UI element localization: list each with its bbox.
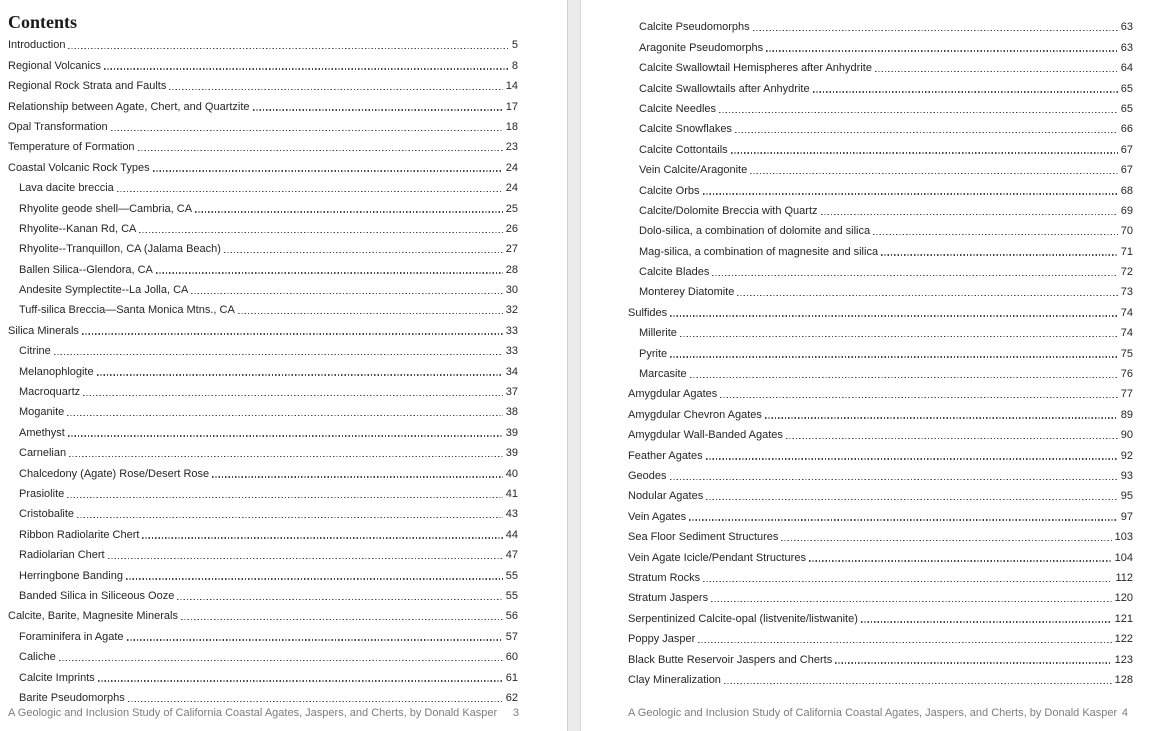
toc-entry-title: Aragonite Pseudomorphs — [639, 41, 764, 54]
toc-entry-page-number: 14 — [505, 80, 518, 93]
toc-entry-title: Marcasite — [639, 368, 687, 381]
toc-leader-dots — [59, 660, 503, 661]
toc-leader-dots — [875, 71, 1118, 72]
toc-entry-title: Andesite Symplectite--La Jolla, CA — [19, 284, 189, 297]
toc-entry-title: Vein Agates — [628, 510, 687, 523]
toc-entry-title: Banded Silica in Siliceous Ooze — [19, 589, 175, 602]
toc-leader-dots — [786, 438, 1118, 439]
toc-leader-dots — [765, 417, 1118, 418]
toc-entry-page-number: 64 — [1120, 62, 1133, 75]
toc-entry-title: Melanophlogite — [19, 365, 94, 378]
toc-entry-title: Amethyst — [19, 426, 65, 439]
toc-entry[interactable] — [8, 216, 518, 236]
toc-entry-title: Calcite Swallowtails after Anhydrite — [639, 82, 810, 95]
toc-entry-page-number: 27 — [505, 243, 518, 256]
toc-entry[interactable] — [8, 501, 518, 521]
toc-entry-page-number: 69 — [1120, 204, 1133, 217]
toc-entry-page-number: 5 — [511, 39, 518, 52]
toc-leader-dots — [68, 48, 508, 49]
toc-entry-title: Tuff-silica Breccia—Santa Monica Mtns., CA — [19, 304, 235, 317]
toc-entry-title: Prasiolite — [19, 487, 65, 500]
toc-entry-title: Introduction — [8, 39, 66, 52]
toc-entry[interactable] — [8, 460, 518, 480]
toc-entry[interactable] — [8, 73, 518, 93]
toc-entry-page-number: 103 — [1114, 531, 1133, 544]
toc-entry-title: Monterey Diatomite — [639, 286, 735, 299]
toc-entry[interactable] — [628, 646, 1133, 666]
toc-entry[interactable] — [8, 93, 518, 113]
toc-entry-title: Amygdular Agates — [628, 388, 718, 401]
toc-leader-dots — [108, 558, 503, 559]
toc-entry[interactable] — [628, 463, 1133, 483]
toc-entry-page-number: 39 — [505, 426, 518, 439]
toc-leader-dots — [67, 415, 502, 416]
toc-entry-page-number: 89 — [1120, 408, 1133, 421]
toc-leader-dots — [766, 50, 1118, 51]
toc-entry[interactable] — [628, 198, 1133, 218]
toc-entry[interactable] — [8, 317, 518, 337]
toc-entry-page-number: 120 — [1114, 592, 1133, 605]
toc-leader-dots — [153, 170, 503, 171]
toc-entry[interactable] — [8, 664, 518, 684]
toc-entry-title: Calcite Imprints — [19, 671, 95, 684]
toc-entry-page-number: 55 — [505, 589, 518, 602]
toc-entry-title: Calcite Swallowtail Hemispheres after Anhydrite — [639, 62, 872, 75]
toc-leader-dots — [881, 254, 1118, 255]
toc-entry-page-number: 66 — [1120, 123, 1133, 136]
toc-entry-page-number: 128 — [1114, 673, 1133, 686]
toc-entry-title: Ribbon Radiolarite Chert — [19, 528, 140, 541]
toc-leader-dots — [111, 130, 503, 131]
toc-leader-dots — [861, 621, 1112, 622]
toc-entry-title: Barite Pseudomorphs — [19, 691, 125, 704]
toc-entry-title: Black Butte Reservoir Jaspers and Cherts — [628, 653, 833, 666]
toc-leader-dots — [809, 560, 1112, 561]
toc-entry-page-number: 32 — [505, 304, 518, 317]
toc-entry[interactable] — [8, 603, 518, 623]
toc-leader-dots — [224, 252, 503, 253]
toc-entry[interactable] — [628, 259, 1133, 279]
toc-entry-title: Relationship between Agate, Chert, and Quartzite — [8, 100, 250, 113]
toc-list-right — [628, 14, 1133, 687]
toc-entry-title: Ballen Silica--Glendora, CA — [19, 263, 153, 276]
toc-leader-dots — [169, 89, 502, 90]
toc-leader-dots — [813, 91, 1118, 92]
toc-entry-page-number: 61 — [505, 671, 518, 684]
toc-entry[interactable] — [8, 440, 518, 460]
toc-leader-dots — [138, 150, 503, 151]
toc-leader-dots — [703, 193, 1118, 194]
toc-entry-title: Calcite Blades — [639, 266, 710, 279]
toc-leader-dots — [670, 479, 1118, 480]
toc-entry[interactable] — [628, 299, 1133, 319]
toc-entry-page-number: 40 — [505, 467, 518, 480]
toc-leader-dots — [181, 619, 503, 620]
toc-leader-dots — [680, 336, 1118, 337]
toc-entry[interactable] — [628, 381, 1133, 401]
toc-entry-page-number: 39 — [505, 447, 518, 460]
toc-entry-page-number: 67 — [1120, 164, 1133, 177]
toc-entry[interactable] — [8, 154, 518, 174]
toc-entry-title: Millerite — [639, 327, 677, 340]
toc-leader-dots — [835, 662, 1111, 663]
toc-entry[interactable] — [628, 483, 1133, 503]
toc-entry[interactable] — [628, 544, 1133, 564]
toc-leader-dots — [698, 642, 1111, 643]
toc-entry-title: Nodular Agates — [628, 490, 704, 503]
toc-entry[interactable] — [8, 256, 518, 276]
toc-entry-page-number: 65 — [1120, 82, 1133, 95]
toc-entry[interactable] — [8, 297, 518, 317]
toc-entry-page-number: 95 — [1120, 490, 1133, 503]
toc-entry-page-number: 121 — [1114, 612, 1133, 625]
toc-entry-page-number: 30 — [505, 284, 518, 297]
toc-entry[interactable] — [628, 401, 1133, 421]
toc-entry[interactable] — [628, 565, 1133, 585]
toc-leader-dots — [753, 30, 1118, 31]
footer-title: A Geologic and Inclusion Study of California Coastal Agates, Jaspers, and Cherts, by Donald Kasper — [628, 707, 1118, 719]
toc-entry[interactable] — [8, 521, 518, 541]
toc-entry[interactable] — [628, 340, 1133, 360]
toc-entry-title: Regional Volcanics — [8, 59, 101, 72]
toc-entry-page-number: 77 — [1120, 388, 1133, 401]
toc-entry-title: Citrine — [19, 345, 51, 358]
toc-entry-title: Coastal Volcanic Rock Types — [8, 161, 150, 174]
toc-entry-page-number: 97 — [1120, 510, 1133, 523]
toc-leader-dots — [703, 581, 1112, 582]
toc-entry-title: Opal Transformation — [8, 120, 108, 133]
toc-leader-dots — [711, 601, 1112, 602]
toc-leader-dots — [98, 680, 503, 681]
toc-entry[interactable] — [628, 55, 1133, 75]
toc-leader-dots — [104, 68, 509, 69]
toc-entry[interactable] — [628, 75, 1133, 95]
toc-leader-dots — [191, 293, 502, 294]
toc-entry-page-number: 123 — [1114, 653, 1133, 666]
toc-entry-title: Calcite Pseudomorphs — [639, 21, 750, 34]
toc-entry-page-number: 72 — [1120, 266, 1133, 279]
toc-entry-page-number: 8 — [511, 59, 518, 72]
toc-entry[interactable] — [8, 195, 518, 215]
toc-entry-title: Temperature of Formation — [8, 141, 135, 154]
toc-leader-dots — [212, 476, 503, 477]
toc-entry-title: Geodes — [628, 469, 667, 482]
toc-entry-page-number: 74 — [1120, 327, 1133, 340]
toc-entry-title: Lava dacite breccia — [19, 182, 114, 195]
toc-entry-title: Herringbone Banding — [19, 569, 123, 582]
toc-leader-dots — [77, 517, 503, 518]
toc-entry-page-number: 28 — [505, 263, 518, 276]
toc-entry-page-number: 57 — [505, 630, 518, 643]
toc-entry-page-number: 24 — [505, 182, 518, 195]
toc-entry-title: Sulfides — [628, 306, 668, 319]
toc-entry-title: Stratum Rocks — [628, 571, 701, 584]
toc-entry-title: Rhyolite--Tranquillon, CA (Jalama Beach) — [19, 243, 221, 256]
toc-entry-title: Feather Agates — [628, 449, 703, 462]
toc-leader-dots — [156, 272, 503, 273]
toc-entry[interactable] — [628, 667, 1133, 687]
toc-entry[interactable] — [628, 442, 1133, 462]
toc-entry[interactable] — [628, 422, 1133, 442]
toc-entry-title: Foraminifera in Agate — [19, 630, 124, 643]
toc-entry-page-number: 62 — [505, 691, 518, 704]
toc-entry-title: Rhyolite geode shell—Cambria, CA — [19, 202, 193, 215]
toc-entry-title: Calcite Needles — [639, 102, 717, 115]
toc-leader-dots — [195, 211, 503, 212]
toc-entry-title: Pyrite — [639, 347, 668, 360]
toc-leader-dots — [83, 395, 503, 396]
toc-leader-dots — [689, 519, 1118, 520]
toc-entry-page-number: 73 — [1120, 286, 1133, 299]
toc-leader-dots — [139, 232, 502, 233]
toc-entry[interactable] — [628, 177, 1133, 197]
toc-entry[interactable] — [8, 134, 518, 154]
toc-entry-title: Dolo-silica, a combination of dolomite and silica — [639, 225, 871, 238]
contents-heading: Contents — [8, 12, 78, 32]
toc-entry[interactable] — [628, 14, 1133, 34]
toc-entry[interactable] — [8, 379, 518, 399]
toc-entry-page-number: 63 — [1120, 41, 1133, 54]
toc-leader-dots — [54, 354, 503, 355]
toc-entry[interactable] — [8, 644, 518, 664]
page-footer — [628, 706, 1128, 720]
toc-entry-title: Calcite/Dolomite Breccia with Quartz — [639, 204, 818, 217]
toc-entry-page-number: 33 — [505, 345, 518, 358]
toc-entry-page-number: 63 — [1120, 21, 1133, 34]
toc-list-left — [8, 32, 518, 705]
toc-entry[interactable] — [628, 626, 1133, 646]
toc-entry-title: Silica Minerals — [8, 324, 79, 337]
toc-entry-page-number: 70 — [1120, 225, 1133, 238]
toc-entry[interactable] — [628, 320, 1133, 340]
toc-leader-dots — [706, 499, 1118, 500]
page-4-content — [628, 14, 1133, 687]
toc-entry-title: Stratum Jaspers — [628, 592, 709, 605]
toc-entry[interactable] — [628, 157, 1133, 177]
footer-title: A Geologic and Inclusion Study of California Coastal Agates, Jaspers, and Cherts, by Donald Kasper — [8, 707, 498, 719]
toc-entry[interactable] — [8, 542, 518, 562]
toc-entry-title: Vein Agate Icicle/Pendant Structures — [628, 551, 806, 564]
toc-entry-page-number: 104 — [1114, 551, 1133, 564]
toc-leader-dots — [127, 639, 503, 640]
footer-page-number: 4 — [1121, 707, 1128, 719]
toc-leader-dots — [67, 497, 503, 498]
toc-leader-dots — [128, 701, 503, 702]
footer-page-number: 3 — [512, 707, 519, 719]
toc-entry[interactable] — [8, 358, 518, 378]
toc-entry-page-number: 23 — [505, 141, 518, 154]
toc-entry-title: Clay Mineralization — [628, 673, 721, 686]
toc-entry-title: Cristobalite — [19, 508, 75, 521]
toc-entry[interactable] — [628, 361, 1133, 381]
toc-entry-page-number: 33 — [505, 324, 518, 337]
toc-entry-page-number: 93 — [1120, 469, 1133, 482]
toc-entry-page-number: 47 — [505, 549, 518, 562]
toc-entry-page-number: 68 — [1120, 184, 1133, 197]
toc-entry-page-number: 92 — [1120, 449, 1133, 462]
toc-leader-dots — [750, 173, 1118, 174]
toc-entry-page-number: 34 — [505, 365, 518, 378]
toc-entry-title: Carnelian — [19, 447, 67, 460]
toc-entry[interactable] — [628, 218, 1133, 238]
toc-entry[interactable] — [628, 136, 1133, 156]
toc-leader-dots — [177, 599, 502, 600]
toc-entry-page-number: 67 — [1120, 143, 1133, 156]
toc-entry[interactable] — [8, 114, 518, 134]
toc-entry[interactable] — [8, 175, 518, 195]
page-3-content — [8, 13, 518, 705]
toc-entry[interactable] — [628, 524, 1133, 544]
toc-entry[interactable] — [8, 623, 518, 643]
page-4 — [580, 0, 1150, 731]
toc-entry-title: Calcite Cottontails — [639, 143, 728, 156]
toc-entry-page-number: 18 — [505, 120, 518, 133]
toc-entry-title: Chalcedony (Agate) Rose/Desert Rose — [19, 467, 210, 480]
toc-leader-dots — [724, 683, 1112, 684]
toc-entry-title: Amygdular Chevron Agates — [628, 408, 762, 421]
toc-leader-dots — [117, 191, 503, 192]
toc-entry-title: Radiolarian Chert — [19, 549, 105, 562]
toc-entry-page-number: 74 — [1120, 306, 1133, 319]
toc-leader-dots — [82, 333, 503, 334]
toc-entry[interactable] — [8, 52, 518, 72]
toc-entry-page-number: 17 — [505, 100, 518, 113]
toc-entry-page-number: 55 — [505, 569, 518, 582]
toc-entry[interactable] — [8, 32, 518, 52]
toc-entry[interactable] — [628, 605, 1133, 625]
toc-leader-dots — [97, 374, 503, 375]
toc-entry[interactable] — [628, 116, 1133, 136]
toc-entry-page-number: 75 — [1120, 347, 1133, 360]
toc-entry[interactable] — [8, 685, 518, 705]
toc-leader-dots — [720, 397, 1117, 398]
toc-entry-title: Calcite Orbs — [639, 184, 700, 197]
toc-entry[interactable] — [8, 562, 518, 582]
toc-entry-page-number: 41 — [505, 487, 518, 500]
toc-entry[interactable] — [8, 338, 518, 358]
toc-entry[interactable] — [8, 399, 518, 419]
toc-leader-dots — [69, 456, 503, 457]
toc-leader-dots — [735, 132, 1118, 133]
toc-leader-dots — [731, 152, 1118, 153]
toc-entry-title: Moganite — [19, 406, 65, 419]
toc-entry-title: Amygdular Wall-Banded Agates — [628, 429, 783, 442]
toc-entry-page-number: 25 — [505, 202, 518, 215]
toc-entry-page-number: 122 — [1114, 633, 1133, 646]
page-gap — [568, 0, 580, 731]
toc-leader-dots — [712, 275, 1117, 276]
toc-entry-title: Calcite, Barite, Magnesite Minerals — [8, 610, 178, 623]
toc-leader-dots — [873, 234, 1118, 235]
toc-entry-page-number: 71 — [1120, 245, 1133, 258]
toc-entry-page-number: 44 — [505, 528, 518, 541]
page-3 — [0, 0, 568, 731]
toc-entry-title: Caliche — [19, 651, 56, 664]
toc-entry-title: Poppy Jasper — [628, 633, 696, 646]
toc-leader-dots — [781, 540, 1111, 541]
toc-entry-page-number: 56 — [505, 610, 518, 623]
toc-leader-dots — [670, 315, 1118, 316]
toc-entry-title: Mag-silica, a combination of magnesite and silica — [639, 245, 879, 258]
toc-leader-dots — [821, 214, 1118, 215]
toc-leader-dots — [706, 458, 1118, 459]
toc-leader-dots — [737, 295, 1117, 296]
toc-entry-page-number: 43 — [505, 508, 518, 521]
toc-entry-page-number: 76 — [1120, 368, 1133, 381]
toc-entry-title: Sea Floor Sediment Structures — [628, 531, 779, 544]
toc-entry[interactable] — [8, 419, 518, 439]
toc-entry[interactable] — [8, 236, 518, 256]
toc-entry[interactable] — [628, 503, 1133, 523]
toc-entry-page-number: 60 — [505, 651, 518, 664]
toc-entry-page-number: 37 — [505, 386, 518, 399]
toc-entry-title: Serpentinized Calcite-opal (listvenite/listwanite) — [628, 612, 858, 625]
toc-leader-dots — [126, 578, 503, 579]
toc-leader-dots — [253, 109, 503, 110]
toc-entry[interactable] — [8, 481, 518, 501]
toc-entry-page-number: 26 — [505, 222, 518, 235]
toc-entry-page-number: 38 — [505, 406, 518, 419]
toc-entry[interactable] — [628, 34, 1133, 54]
toc-leader-dots — [670, 356, 1118, 357]
toc-entry-page-number: 24 — [505, 161, 518, 174]
toc-entry[interactable] — [628, 96, 1133, 116]
toc-entry-page-number: 112 — [1115, 571, 1133, 584]
toc-entry-title: Regional Rock Strata and Faults — [8, 80, 167, 93]
toc-entry[interactable] — [628, 279, 1133, 299]
toc-entry-title: Macroquartz — [19, 386, 81, 399]
toc-leader-dots — [142, 537, 502, 538]
toc-leader-dots — [690, 377, 1118, 378]
page-footer — [8, 706, 519, 720]
toc-entry-page-number: 65 — [1120, 102, 1133, 115]
toc-entry-title: Calcite Snowflakes — [639, 123, 732, 136]
toc-entry-title: Rhyolite--Kanan Rd, CA — [19, 222, 137, 235]
toc-entry[interactable] — [628, 238, 1133, 258]
toc-leader-dots — [68, 435, 503, 436]
toc-entry[interactable] — [8, 583, 518, 603]
toc-leader-dots — [719, 112, 1118, 113]
toc-entry[interactable] — [628, 585, 1133, 605]
toc-entry-page-number: 90 — [1120, 429, 1133, 442]
toc-leader-dots — [238, 313, 503, 314]
toc-entry-title: Vein Calcite/Aragonite — [639, 164, 748, 177]
toc-entry[interactable] — [8, 277, 518, 297]
